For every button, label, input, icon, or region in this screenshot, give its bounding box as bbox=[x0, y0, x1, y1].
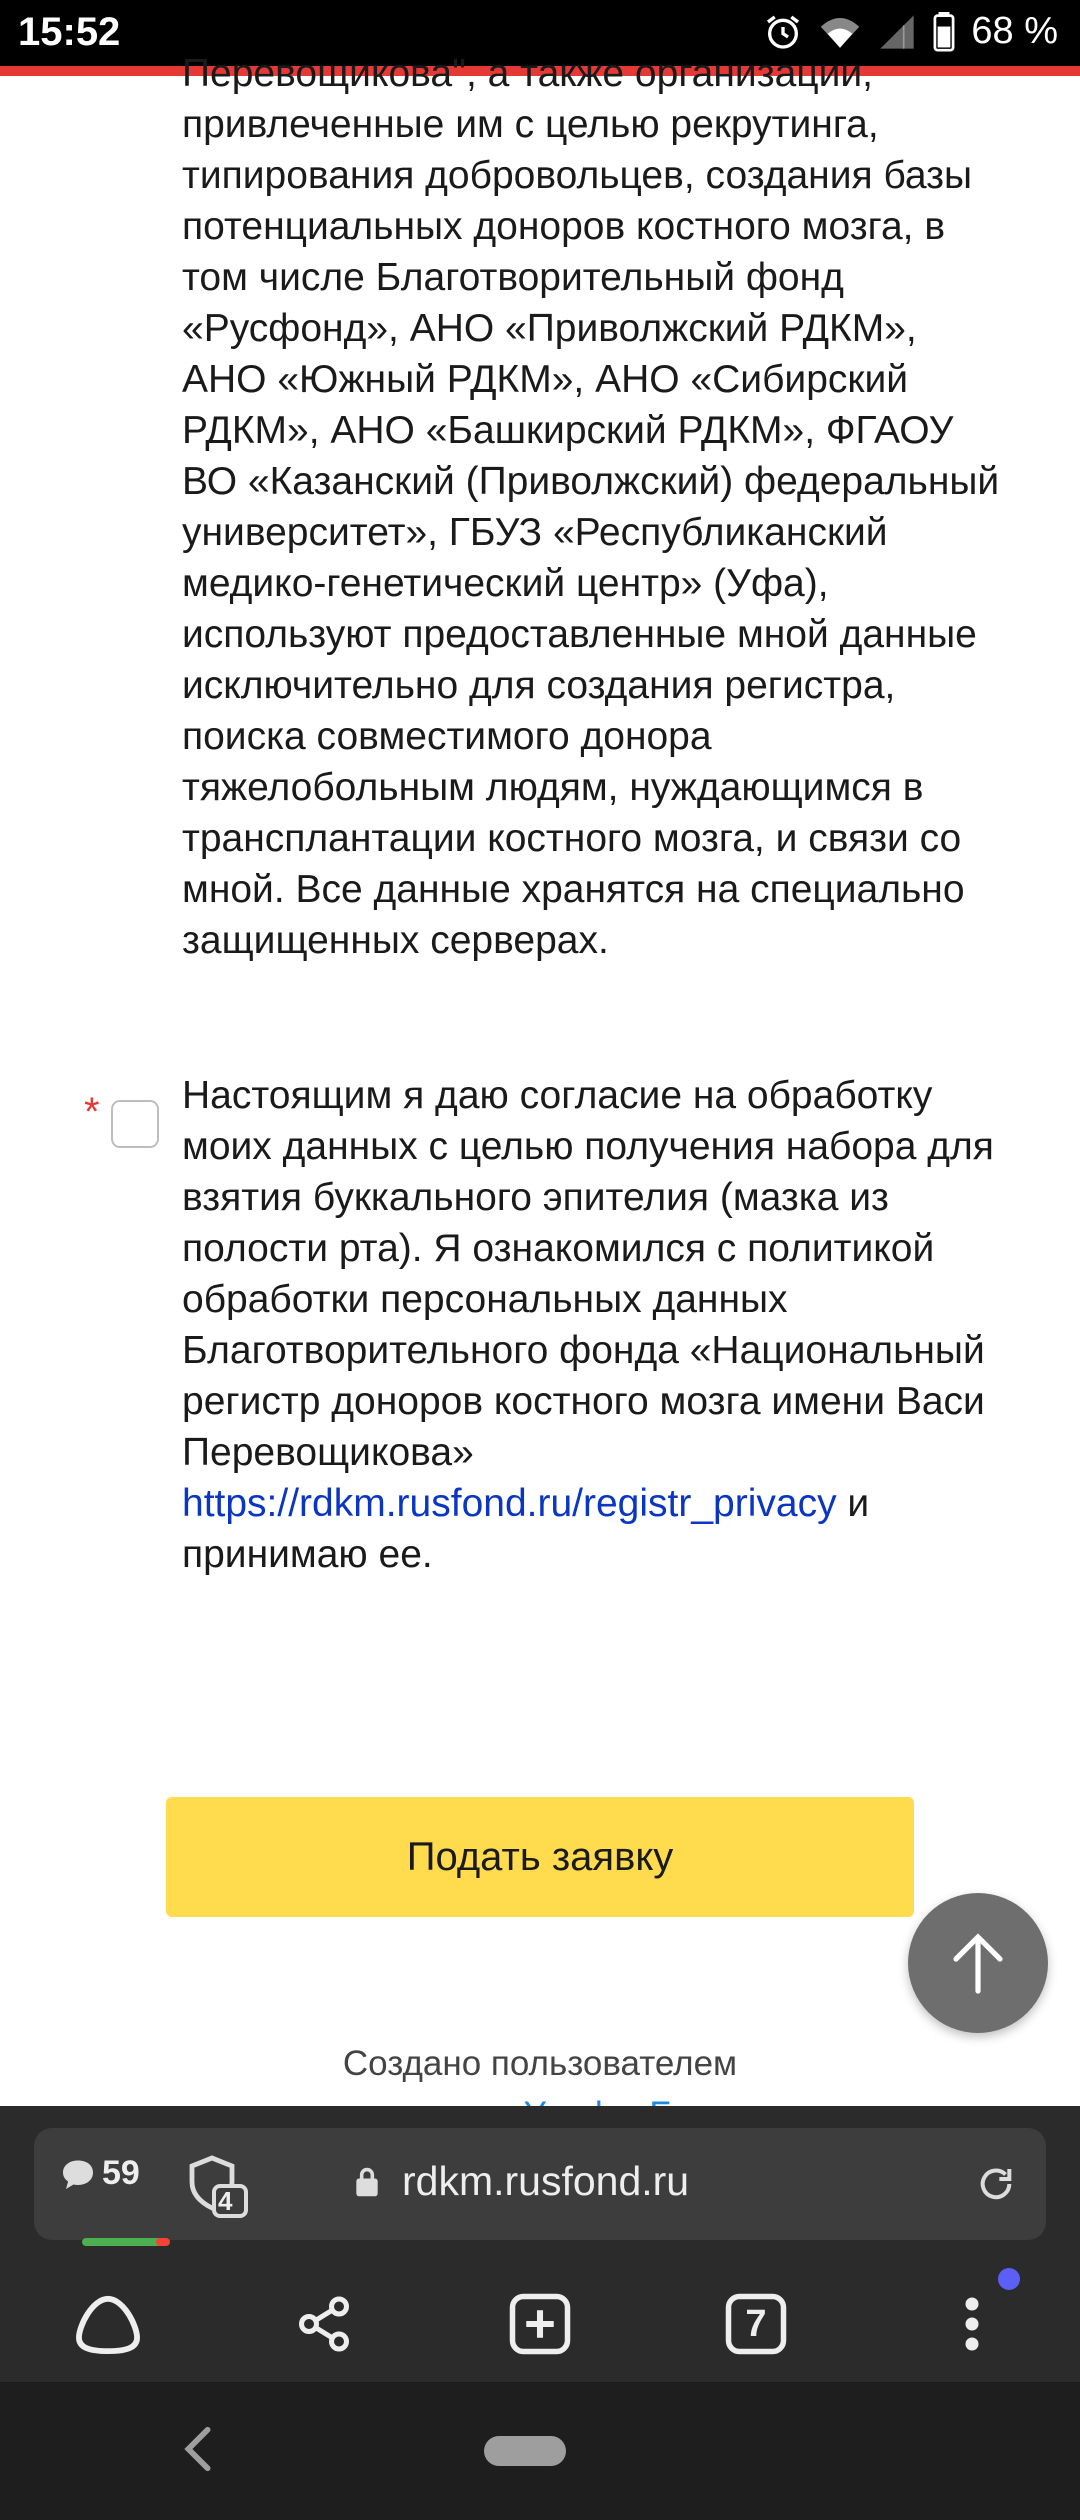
consent-description-text: Перевощикова", а также организации, привлеченные им с целью рекрутинга, типирования добровольцев, создания базы потенциальных доноров костного мозга, в том числе Благотворительный фонд «Русфонд», АНО «Приволжский РДКМ», АНО «Южный РДКМ», АНО «Сибирский РДКМ», АНО «Башкирский РДКМ», ФГАОУ ВО «Казанский (Приволжский) федеральный университет», ГБУЗ «Республиканский медико-генетический центр» (Уфа), используют предоставленные мной данные исключительно для создания регистра, поиска совместимого донора тяжелобольным людям, нуждающимся в трансплантации костного мозга, и связи со мной. Все данные хранятся на специально защищенных серверах. bbox=[182, 52, 1000, 962]
alice-icon bbox=[73, 2293, 143, 2355]
back-button[interactable] bbox=[180, 2424, 216, 2479]
consent-label bbox=[182, 1070, 1012, 1580]
tabs-button[interactable] bbox=[706, 2274, 806, 2374]
rating-bar bbox=[82, 2238, 168, 2246]
scroll-to-top-button[interactable] bbox=[908, 1893, 1048, 2033]
address-bar[interactable] bbox=[34, 2128, 1046, 2240]
home-button[interactable] bbox=[484, 2436, 566, 2466]
alice-button[interactable] bbox=[58, 2274, 158, 2374]
footer-line1: Создано пользователем bbox=[342, 2044, 738, 2083]
browser-toolbar bbox=[0, 2106, 1080, 2382]
status-time: 15:52 bbox=[18, 10, 121, 54]
menu-button[interactable] bbox=[922, 2274, 1022, 2374]
reload-icon bbox=[976, 2164, 1016, 2204]
privacy-policy-link[interactable]: https://rdkm.rusfond.ru/registr_privacy bbox=[182, 1482, 837, 1525]
new-tab-button[interactable] bbox=[490, 2274, 590, 2374]
consent-checkbox[interactable] bbox=[111, 1100, 159, 1148]
more-vertical-icon bbox=[962, 2294, 982, 2354]
submit-button[interactable]: Подать заявку bbox=[166, 1797, 914, 1917]
required-mark: * bbox=[84, 1090, 100, 1134]
lock-icon bbox=[354, 2166, 380, 2198]
battery-percent: 68 % bbox=[971, 10, 1058, 52]
system-navigation-bar bbox=[0, 2382, 1080, 2520]
back-chevron-icon bbox=[180, 2424, 216, 2474]
protect-count: 4 bbox=[218, 2186, 233, 2216]
comments-button[interactable] bbox=[60, 2154, 140, 2193]
comment-icon bbox=[60, 2157, 96, 2191]
share-icon bbox=[294, 2294, 354, 2354]
reload-button[interactable] bbox=[976, 2164, 1016, 2209]
consent-text-end: и принимаю ее. bbox=[182, 1482, 870, 1576]
url-display[interactable] bbox=[354, 2158, 689, 2205]
browser-nav bbox=[0, 2274, 1080, 2374]
protect-button[interactable] bbox=[184, 2154, 248, 2223]
url-text: rdkm.rusfond.ru bbox=[402, 2158, 690, 2204]
shield-icon bbox=[184, 2154, 248, 2218]
comments-count: 59 bbox=[102, 2154, 140, 2192]
share-button[interactable] bbox=[274, 2274, 374, 2374]
tabs-count: 7 bbox=[745, 2302, 767, 2345]
notification-dot bbox=[998, 2268, 1020, 2290]
plus-square-icon bbox=[507, 2291, 573, 2357]
arrow-up-icon bbox=[950, 1931, 1006, 1995]
form-content bbox=[0, 40, 1080, 2108]
consent-text: Настоящим я даю согласие на обработку моих данных с целью получения набора для взятия буккального эпителия (мазка из полости рта). Я ознакомился с политикой обработки персональных данных Благотворительного фонда «Национальный регистр доноров костного мозга имени Васи Перевощикова» bbox=[182, 1074, 994, 1474]
